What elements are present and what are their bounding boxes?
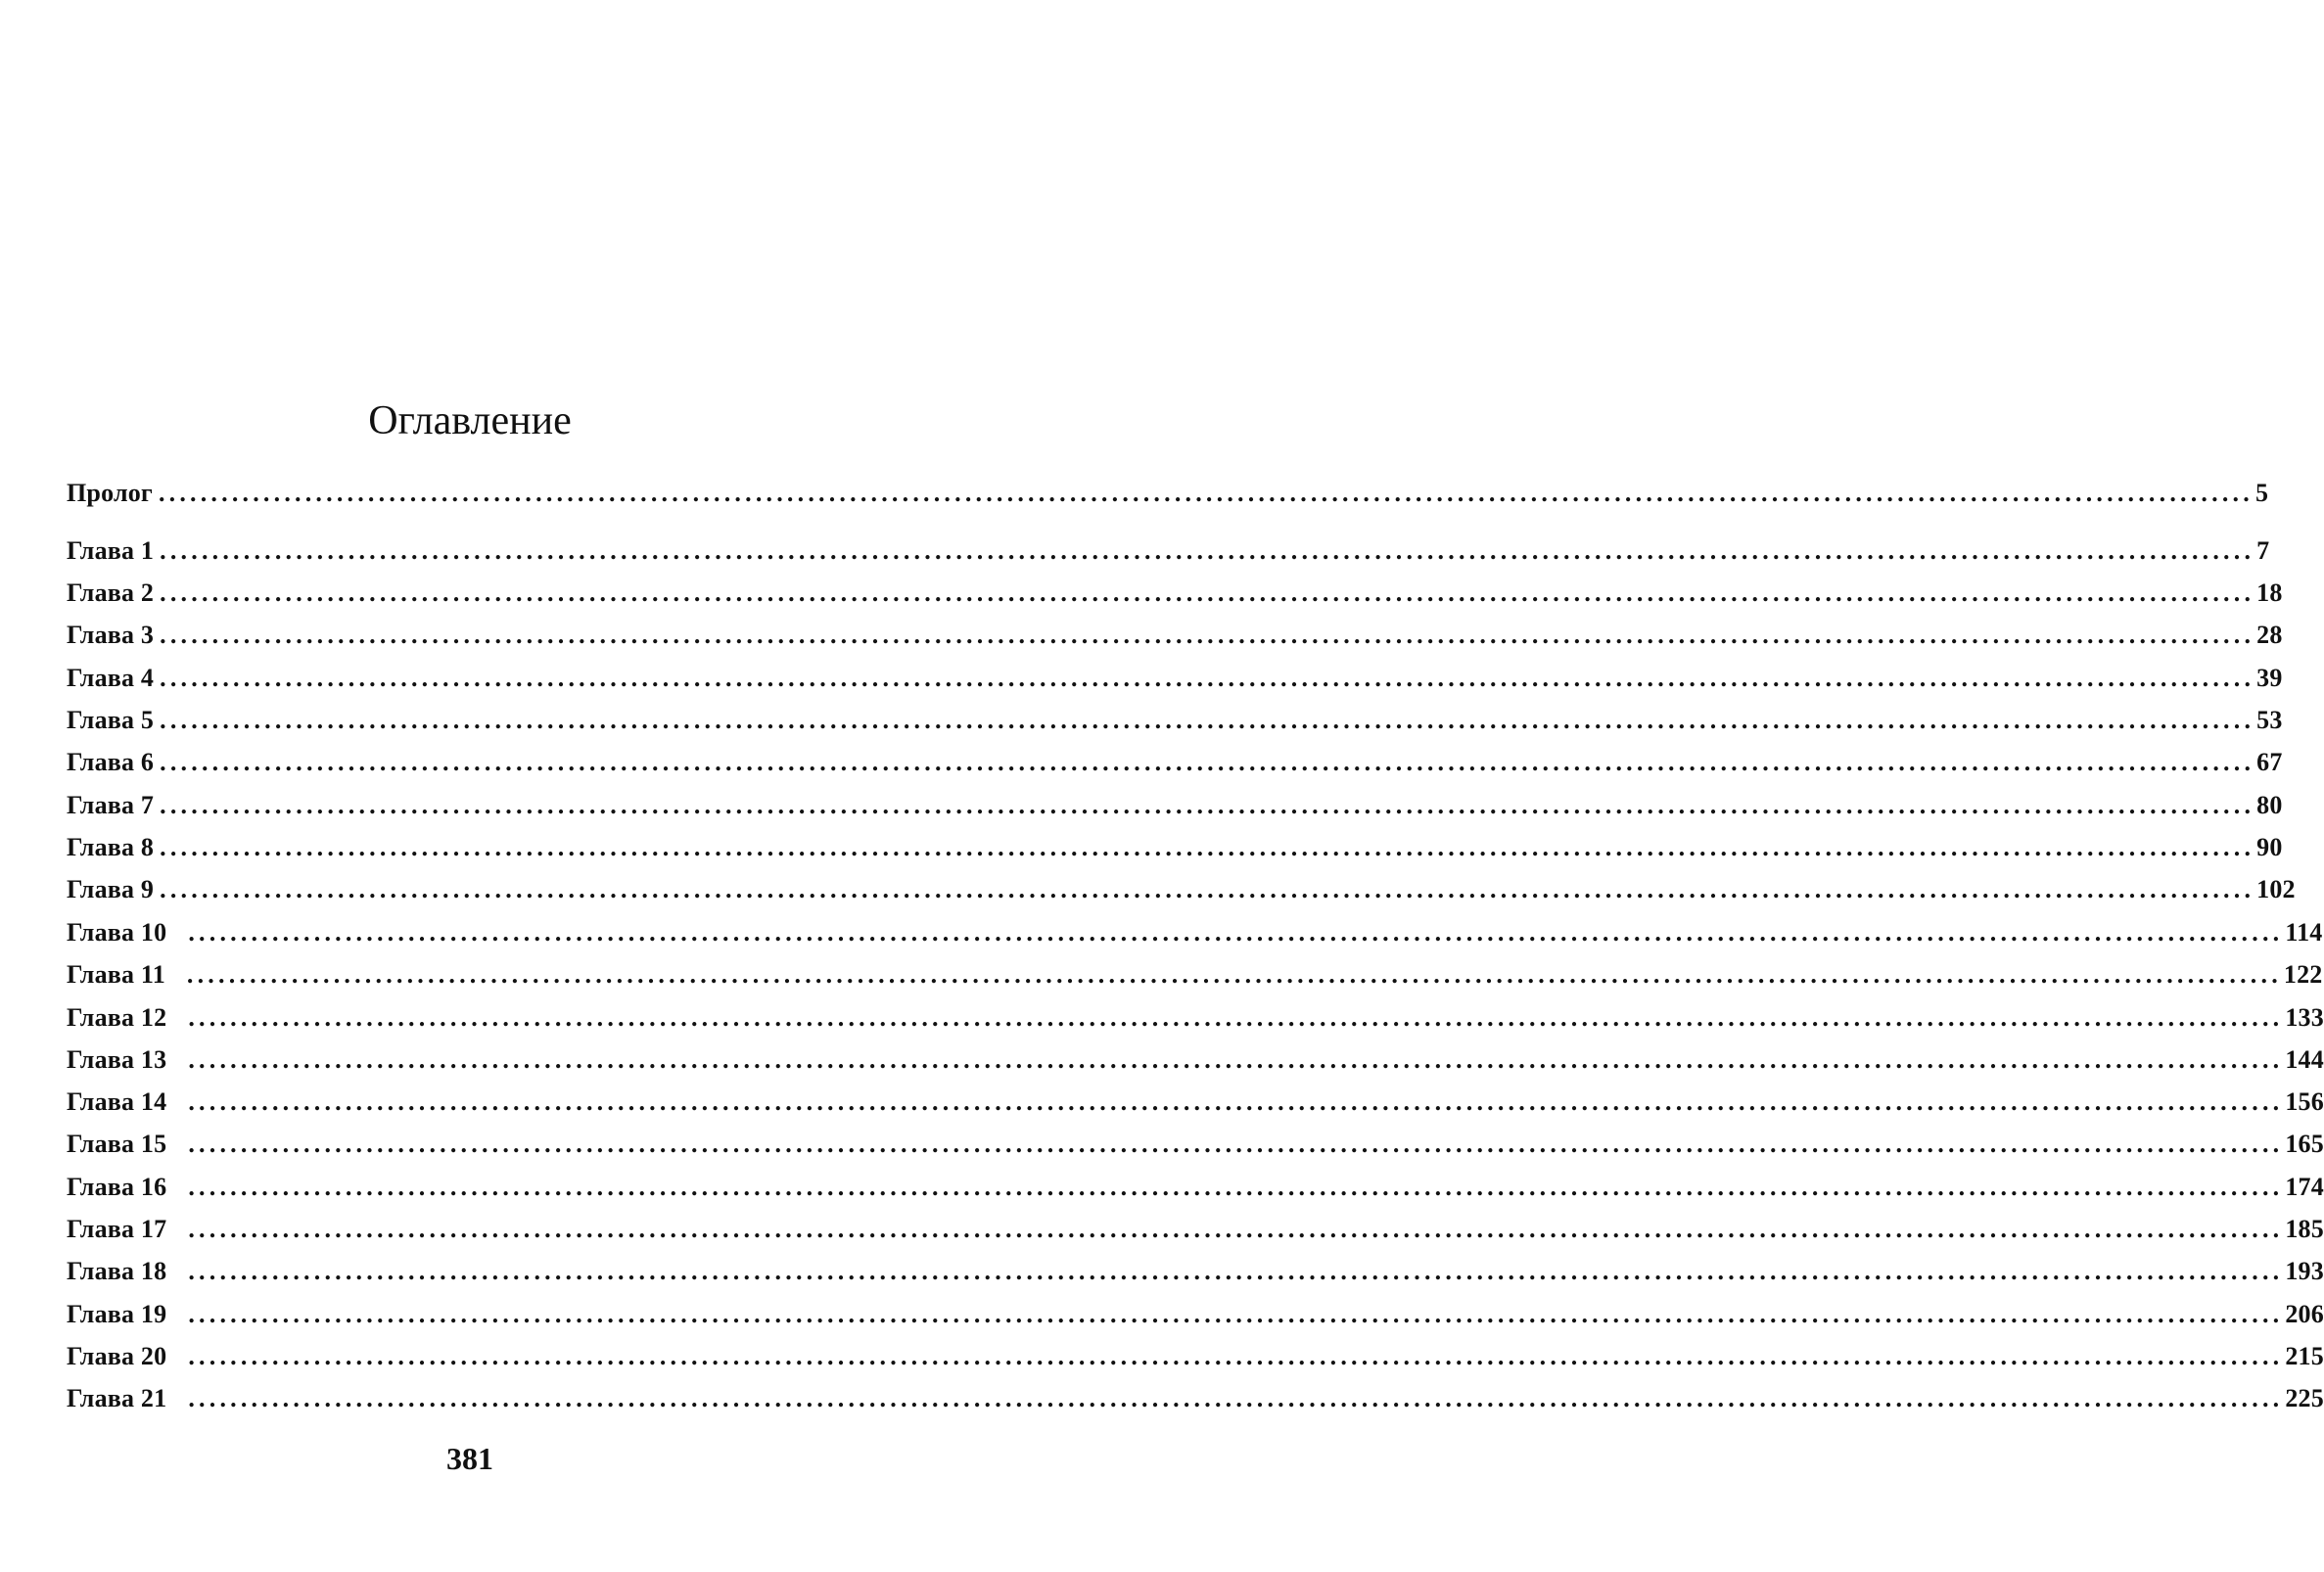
toc-entry-label: Глава 4 — [67, 664, 155, 692]
toc-entry-chapter-7 — [67, 789, 2283, 822]
toc-entry-chapter-8 — [67, 831, 2283, 864]
toc-entry-label: Глава 8 — [67, 833, 155, 861]
toc-entry-page: 206 — [2285, 1300, 2324, 1328]
toc-entry-page: 53 — [2256, 706, 2283, 734]
toc-dot-leader: ........................................................................................................................................................................................................ — [188, 1045, 2284, 1074]
toc-dot-leader: ........................................................................................................................................................................................................ — [188, 1342, 2284, 1370]
toc-entry-page: 133 — [2285, 1003, 2324, 1032]
toc-entry-page: 174 — [2285, 1173, 2324, 1201]
toc-entry-label: Глава 21 — [67, 1384, 167, 1412]
toc-entry-page: 7 — [2256, 536, 2270, 565]
toc-dot-leader: ........................................................................................................................................................................................................ — [188, 1173, 2284, 1201]
toc-dot-leader: ........................................................................................................................................................................................................ — [160, 706, 2255, 734]
toc-entry-label: Глава 18 — [67, 1257, 167, 1285]
toc-dot-leader: ........................................................................................................................................................................................................ — [160, 621, 2255, 649]
toc-entry-label: Глава 9 — [67, 875, 155, 903]
toc-entry-page: 185 — [2285, 1215, 2324, 1243]
toc-entry-page: 193 — [2285, 1257, 2324, 1285]
toc-entry-label: Глава 6 — [67, 748, 155, 776]
page-title: Оглавление — [368, 398, 572, 443]
toc-entry-page: 90 — [2256, 833, 2283, 861]
toc-dot-leader: ........................................................................................................................................................................................................ — [160, 664, 2255, 692]
toc-entry-label: Глава 15 — [67, 1130, 167, 1158]
toc-dot-leader: ........................................................................................................................................................................................................ — [188, 1130, 2284, 1158]
toc-entry-label: Глава 5 — [67, 706, 155, 734]
toc-dot-leader: ........................................................................................................................................................................................................ — [160, 833, 2255, 861]
toc-entry-chapter-15 — [67, 1128, 2324, 1161]
toc-dot-leader: ........................................................................................................................................................................................................ — [186, 960, 2282, 989]
toc-entry-page: 144 — [2285, 1045, 2324, 1074]
page-number: 381 — [446, 1441, 493, 1476]
toc-entry-label: Глава 19 — [67, 1300, 167, 1328]
toc-entry-label: Пролог — [67, 479, 153, 507]
toc-entry-chapter-21 — [67, 1382, 2324, 1415]
toc-dot-leader: ........................................................................................................................................................................................................ — [160, 748, 2255, 776]
toc-entry-chapter-2 — [67, 577, 2283, 610]
toc-entry-chapter-18 — [67, 1255, 2324, 1288]
toc-dot-leader: ........................................................................................................................................................................................................ — [160, 578, 2255, 607]
toc-entry-page: 39 — [2256, 664, 2283, 692]
toc-entry-label: Глава 10 — [67, 918, 167, 947]
toc-entry-label: Глава 3 — [67, 621, 155, 649]
toc-dot-leader: ........................................................................................................................................................................................................ — [160, 875, 2255, 903]
toc-entry-page: 122 — [2283, 960, 2323, 989]
toc-entry-page: 80 — [2256, 791, 2283, 819]
toc-entry-chapter-20 — [67, 1340, 2324, 1373]
toc-entry-chapter-11 — [67, 958, 2323, 992]
toc-dot-leader: ........................................................................................................................................................................................................ — [188, 1087, 2284, 1116]
toc-dot-leader: ........................................................................................................................................................................................................ — [188, 1215, 2284, 1243]
toc-entry-chapter-13 — [67, 1043, 2324, 1077]
toc-entry-page: 215 — [2285, 1342, 2324, 1370]
toc-entry-label: Глава 16 — [67, 1173, 167, 1201]
toc-dot-leader: ........................................................................................................................................................................................................ — [188, 1003, 2284, 1032]
toc-entry-page: 28 — [2256, 621, 2283, 649]
toc-dot-leader: ........................................................................................................................................................................................................ — [188, 1300, 2284, 1328]
toc-entry-chapter-19 — [67, 1298, 2324, 1331]
toc-entry-label: Глава 13 — [67, 1045, 167, 1074]
toc-dot-leader: ........................................................................................................................................................................................................ — [160, 536, 2255, 565]
toc-entry-label: Глава 2 — [67, 578, 155, 607]
toc-entry-chapter-3 — [67, 619, 2283, 652]
toc-entry-page: 18 — [2256, 578, 2283, 607]
toc-dot-leader: ........................................................................................................................................................................................................ — [188, 1257, 2284, 1285]
toc-entry-page: 67 — [2256, 748, 2283, 776]
toc-dot-leader: ........................................................................................................................................................................................................ — [158, 479, 2254, 507]
toc-entry-chapter-9 — [67, 873, 2296, 906]
toc-entry-page: 114 — [2285, 918, 2323, 947]
toc-dot-leader: ........................................................................................................................................................................................................ — [160, 791, 2255, 819]
toc-entry-label: Глава 1 — [67, 536, 155, 565]
toc-dot-leader: ........................................................................................................................................................................................................ — [188, 1384, 2284, 1412]
toc-entry-chapter-4 — [67, 662, 2283, 695]
toc-entry-chapter-6 — [67, 746, 2283, 779]
toc-entry-label: Глава 17 — [67, 1215, 167, 1243]
toc-dot-leader: ........................................................................................................................................................................................................ — [188, 918, 2284, 947]
toc-entry-chapter-17 — [67, 1213, 2324, 1246]
toc-entry-page: 5 — [2254, 479, 2269, 507]
toc-entry-chapter-14 — [67, 1086, 2324, 1119]
toc-entry-page: 156 — [2285, 1087, 2324, 1116]
toc-entry-chapter-16 — [67, 1171, 2324, 1204]
toc-entry-label: Глава 12 — [67, 1003, 167, 1032]
toc-entry-chapter-10 — [67, 916, 2323, 949]
toc-entry-prologue — [67, 477, 2269, 510]
toc-entry-page: 165 — [2285, 1130, 2324, 1158]
toc-entry-label: Глава 14 — [67, 1087, 167, 1116]
toc-entry-chapter-12 — [67, 1001, 2324, 1035]
toc-entry-chapter-5 — [67, 704, 2283, 737]
toc-entry-label: Глава 20 — [67, 1342, 167, 1370]
toc-entry-page: 102 — [2256, 875, 2296, 903]
toc-entry-page: 225 — [2285, 1384, 2324, 1412]
toc-entry-label: Глава 7 — [67, 791, 155, 819]
toc-entry-chapter-1 — [67, 534, 2270, 568]
toc-entry-label: Глава 11 — [67, 960, 165, 989]
